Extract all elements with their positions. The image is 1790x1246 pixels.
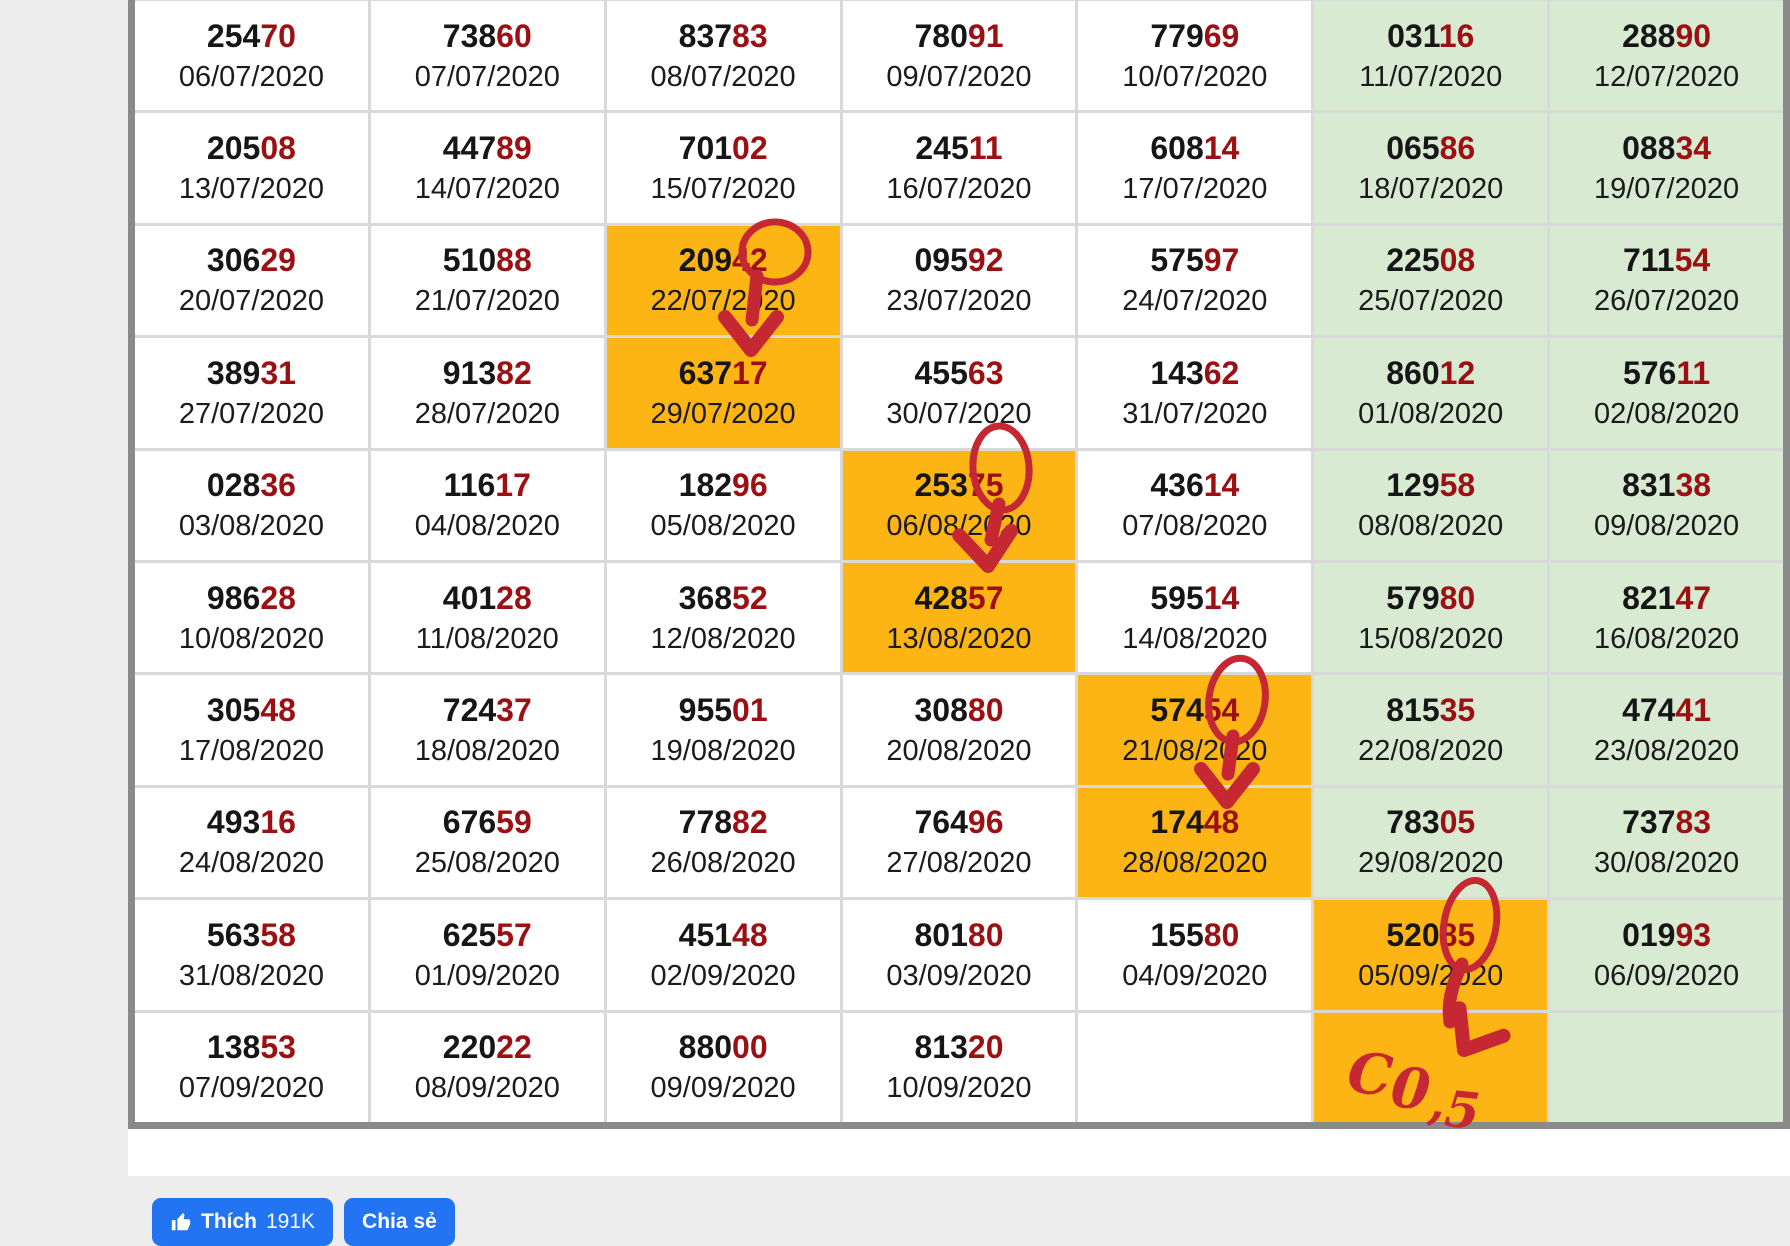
lottery-cell — [135, 1013, 368, 1122]
lottery-cell — [371, 900, 604, 1009]
lottery-cell — [607, 1013, 840, 1122]
result-date: 21/07/2020 — [414, 285, 560, 318]
lottery-cell — [1550, 226, 1783, 335]
lottery-cell — [607, 900, 840, 1009]
result-date: 08/07/2020 — [650, 60, 796, 93]
result-number: 25470 — [206, 17, 296, 54]
result-number: 03116 — [1387, 17, 1475, 54]
share-label: Chia sẻ — [362, 1210, 437, 1233]
result-number: 06586 — [1386, 130, 1476, 167]
result-number: 83783 — [678, 17, 768, 54]
lottery-cell — [1314, 226, 1547, 335]
result-date: 30/07/2020 — [886, 397, 1032, 430]
result-number: 22508 — [1386, 242, 1476, 279]
result-number: 47441 — [1622, 692, 1712, 729]
lottery-cell — [1078, 1, 1311, 110]
lottery-cell — [1078, 451, 1311, 560]
lottery-cell — [843, 338, 1076, 447]
result-number: 73783 — [1622, 804, 1712, 841]
lottery-cell — [843, 788, 1076, 897]
result-date: 08/09/2020 — [414, 1072, 560, 1105]
lottery-cell — [1314, 113, 1547, 222]
result-date: 06/08/2020 — [886, 510, 1032, 543]
result-date: 07/09/2020 — [178, 1072, 324, 1105]
result-number: 56358 — [206, 916, 296, 953]
result-date: 06/07/2020 — [178, 60, 324, 93]
result-date: 14/08/2020 — [1122, 622, 1268, 655]
result-date: 16/08/2020 — [1593, 622, 1740, 655]
lottery-cell — [1314, 788, 1547, 897]
lottery-cell — [1550, 338, 1783, 447]
result-date: 07/07/2020 — [414, 60, 560, 93]
result-date: 31/07/2020 — [1122, 397, 1268, 430]
lottery-cell — [1550, 113, 1783, 222]
lottery-cell — [843, 900, 1076, 1009]
result-date: 26/07/2020 — [1593, 285, 1740, 318]
result-date: 25/08/2020 — [414, 847, 560, 880]
result-number: 36852 — [678, 579, 768, 616]
lottery-cell — [1550, 900, 1783, 1009]
like-button[interactable] — [152, 1198, 333, 1246]
result-number: 57611 — [1622, 354, 1711, 391]
result-number: 62557 — [442, 916, 532, 953]
result-date: 29/07/2020 — [650, 397, 796, 430]
lottery-cell — [843, 113, 1076, 222]
lottery-cell — [135, 226, 368, 335]
result-date: 20/07/2020 — [178, 285, 324, 318]
lottery-cell — [843, 1, 1076, 110]
result-number: 24511 — [915, 130, 1003, 167]
lottery-cell — [1550, 1013, 1783, 1122]
result-number: 17448 — [1150, 804, 1240, 841]
result-number: 78305 — [1386, 804, 1476, 841]
lottery-cell — [371, 675, 604, 784]
result-date: 24/08/2020 — [178, 847, 324, 880]
result-number: 45563 — [914, 354, 1004, 391]
result-date: 10/07/2020 — [1122, 60, 1268, 93]
result-number: 40128 — [442, 579, 532, 616]
result-number: 09592 — [914, 242, 1004, 279]
result-number: 13853 — [206, 1029, 296, 1066]
lottery-cell — [1314, 563, 1547, 672]
result-date: 17/08/2020 — [178, 735, 324, 768]
result-date: 23/08/2020 — [1593, 735, 1740, 768]
result-date: 19/07/2020 — [1593, 173, 1740, 206]
result-number: 22022 — [442, 1029, 532, 1066]
like-label: Thích — [201, 1210, 257, 1233]
lottery-cell — [135, 338, 368, 447]
like-count: 191K — [266, 1210, 316, 1233]
result-date: 09/09/2020 — [650, 1072, 796, 1105]
result-number: 30880 — [914, 692, 1004, 729]
lottery-cell — [371, 1013, 604, 1122]
lottery-cell — [1078, 226, 1311, 335]
result-date: 15/08/2020 — [1358, 622, 1504, 655]
result-date: 23/07/2020 — [886, 285, 1032, 318]
result-number: 73860 — [442, 17, 532, 54]
result-date: 08/08/2020 — [1358, 510, 1504, 543]
facebook-buttons-row — [152, 1198, 455, 1246]
result-date: 31/08/2020 — [178, 959, 324, 992]
result-number: 72437 — [442, 692, 532, 729]
result-number: 60814 — [1150, 130, 1240, 167]
lottery-cell — [135, 451, 368, 560]
result-number: 45148 — [678, 916, 768, 953]
lottery-cell — [135, 113, 368, 222]
result-date: 26/08/2020 — [650, 847, 796, 880]
lottery-cell — [843, 1013, 1076, 1122]
lottery-cell — [135, 788, 368, 897]
result-date: 11/07/2020 — [1359, 60, 1503, 93]
result-number: 08834 — [1622, 130, 1712, 167]
result-date: 22/08/2020 — [1358, 735, 1504, 768]
result-number: 02836 — [206, 467, 296, 504]
result-date: 14/07/2020 — [414, 173, 560, 206]
result-number: 38931 — [206, 354, 296, 391]
result-date: 17/07/2020 — [1122, 173, 1268, 206]
lottery-cell — [1078, 338, 1311, 447]
lottery-cell — [607, 226, 840, 335]
lottery-cell — [1314, 451, 1547, 560]
result-number: 86012 — [1386, 354, 1476, 391]
lottery-cell — [135, 900, 368, 1009]
result-date: 01/08/2020 — [1358, 397, 1504, 430]
result-number: 20508 — [206, 130, 296, 167]
lottery-cell — [1550, 1, 1783, 110]
result-number: 01993 — [1622, 916, 1712, 953]
result-number: 28890 — [1622, 17, 1712, 54]
lottery-cell — [607, 563, 840, 672]
result-number: 15580 — [1150, 916, 1240, 953]
result-number: 70102 — [678, 130, 768, 167]
result-date: 16/07/2020 — [886, 173, 1032, 206]
result-number: 25375 — [914, 467, 1004, 504]
result-date: 27/08/2020 — [886, 847, 1032, 880]
lottery-cell — [1078, 900, 1311, 1009]
result-number: 71154 — [1622, 242, 1711, 279]
result-date: 13/08/2020 — [886, 622, 1032, 655]
lottery-cell — [1078, 1013, 1311, 1122]
result-number: 43614 — [1150, 467, 1240, 504]
lottery-cell — [1314, 675, 1547, 784]
lottery-cell — [607, 788, 840, 897]
lottery-cell — [607, 451, 840, 560]
lottery-cell — [371, 226, 604, 335]
result-number: 52085 — [1386, 916, 1476, 953]
lottery-cell — [1078, 675, 1311, 784]
lottery-cell — [371, 1, 604, 110]
result-date: 18/07/2020 — [1358, 173, 1504, 206]
result-number: 82147 — [1622, 579, 1712, 616]
lottery-cell — [1314, 338, 1547, 447]
lottery-cell — [607, 113, 840, 222]
result-date: 02/08/2020 — [1593, 397, 1740, 430]
result-date: 06/09/2020 — [1593, 959, 1740, 992]
lottery-cell — [135, 675, 368, 784]
result-number: 42857 — [914, 579, 1004, 616]
result-number: 11617 — [443, 467, 531, 504]
lottery-cell — [843, 675, 1076, 784]
result-date: 22/07/2020 — [650, 285, 796, 318]
lottery-cell — [607, 1, 840, 110]
lottery-cell — [607, 675, 840, 784]
lottery-cell — [843, 451, 1076, 560]
lottery-cell — [843, 563, 1076, 672]
result-date: 12/08/2020 — [650, 622, 796, 655]
result-date: 19/08/2020 — [650, 735, 796, 768]
result-date: 01/09/2020 — [414, 959, 560, 992]
result-number: 49316 — [206, 804, 296, 841]
result-number: 95501 — [678, 692, 768, 729]
result-number: 83138 — [1622, 467, 1712, 504]
result-date: 11/08/2020 — [415, 622, 559, 655]
result-date: 02/09/2020 — [650, 959, 796, 992]
result-date: 13/07/2020 — [178, 173, 324, 206]
result-date: 04/08/2020 — [414, 510, 560, 543]
lottery-cell — [1550, 563, 1783, 672]
lottery-cell — [1078, 563, 1311, 672]
result-number: 77969 — [1150, 17, 1240, 54]
lottery-cell — [1550, 451, 1783, 560]
result-date: 04/09/2020 — [1122, 959, 1268, 992]
lottery-cell — [371, 451, 604, 560]
result-number: 63717 — [678, 354, 768, 391]
lottery-cell — [135, 1, 368, 110]
result-number: 14362 — [1150, 354, 1240, 391]
lottery-grid — [135, 0, 1783, 1142]
lottery-cell — [1078, 113, 1311, 222]
lottery-cell — [1550, 675, 1783, 784]
result-date: 29/08/2020 — [1358, 847, 1504, 880]
lottery-cell — [371, 338, 604, 447]
lottery-cell — [1314, 900, 1547, 1009]
result-number: 57980 — [1386, 579, 1476, 616]
result-number: 44789 — [442, 130, 532, 167]
result-date: 15/07/2020 — [650, 173, 796, 206]
result-date: 10/08/2020 — [178, 622, 324, 655]
result-number: 80180 — [914, 916, 1004, 953]
result-number: 81535 — [1386, 692, 1476, 729]
share-button[interactable] — [344, 1198, 455, 1246]
lottery-results-table — [128, 0, 1790, 1142]
result-number: 18296 — [678, 467, 768, 504]
lottery-cell — [607, 338, 840, 447]
result-date: 30/08/2020 — [1593, 847, 1740, 880]
lottery-cell — [371, 788, 604, 897]
lottery-cell — [1078, 788, 1311, 897]
result-date: 10/09/2020 — [886, 1072, 1032, 1105]
result-number: 78091 — [914, 17, 1004, 54]
result-number: 30548 — [206, 692, 296, 729]
result-date: 09/08/2020 — [1593, 510, 1740, 543]
result-number: 57454 — [1150, 692, 1240, 729]
result-date: 24/07/2020 — [1122, 285, 1268, 318]
result-date: 28/08/2020 — [1122, 847, 1268, 880]
result-number: 67659 — [442, 804, 532, 841]
result-number: 91382 — [442, 354, 532, 391]
result-date: 20/08/2020 — [886, 735, 1032, 768]
result-date: 09/07/2020 — [886, 60, 1032, 93]
result-date: 21/08/2020 — [1122, 735, 1268, 768]
result-date: 18/08/2020 — [414, 735, 560, 768]
lottery-cell — [1314, 1, 1547, 110]
result-date: 03/09/2020 — [886, 959, 1032, 992]
result-number: 57597 — [1150, 242, 1240, 279]
result-date: 07/08/2020 — [1122, 510, 1268, 543]
result-date: 12/07/2020 — [1593, 60, 1740, 93]
result-date: 25/07/2020 — [1358, 285, 1504, 318]
lottery-cell — [371, 113, 604, 222]
result-date: 05/08/2020 — [650, 510, 796, 543]
result-date: 28/07/2020 — [414, 397, 560, 430]
result-number: 59514 — [1150, 579, 1240, 616]
result-date: 03/08/2020 — [178, 510, 324, 543]
result-date: 27/07/2020 — [178, 397, 324, 430]
result-number: 20942 — [678, 242, 768, 279]
lottery-cell — [1314, 1013, 1547, 1142]
result-number: 30629 — [206, 242, 296, 279]
result-number: 51088 — [442, 242, 532, 279]
lottery-cell — [1550, 788, 1783, 897]
result-number: 76496 — [914, 804, 1004, 841]
result-number: 12958 — [1386, 467, 1476, 504]
result-date: 05/09/2020 — [1358, 959, 1504, 992]
result-number: 88000 — [678, 1029, 768, 1066]
result-number: 77882 — [678, 804, 768, 841]
lottery-cell — [371, 563, 604, 672]
result-number: 81320 — [914, 1029, 1004, 1066]
lottery-cell — [135, 563, 368, 672]
result-number: 98628 — [206, 579, 296, 616]
lottery-cell — [843, 226, 1076, 335]
handwritten-note: C0,5 — [1344, 1039, 1483, 1142]
thumbs-up-icon — [170, 1211, 192, 1233]
